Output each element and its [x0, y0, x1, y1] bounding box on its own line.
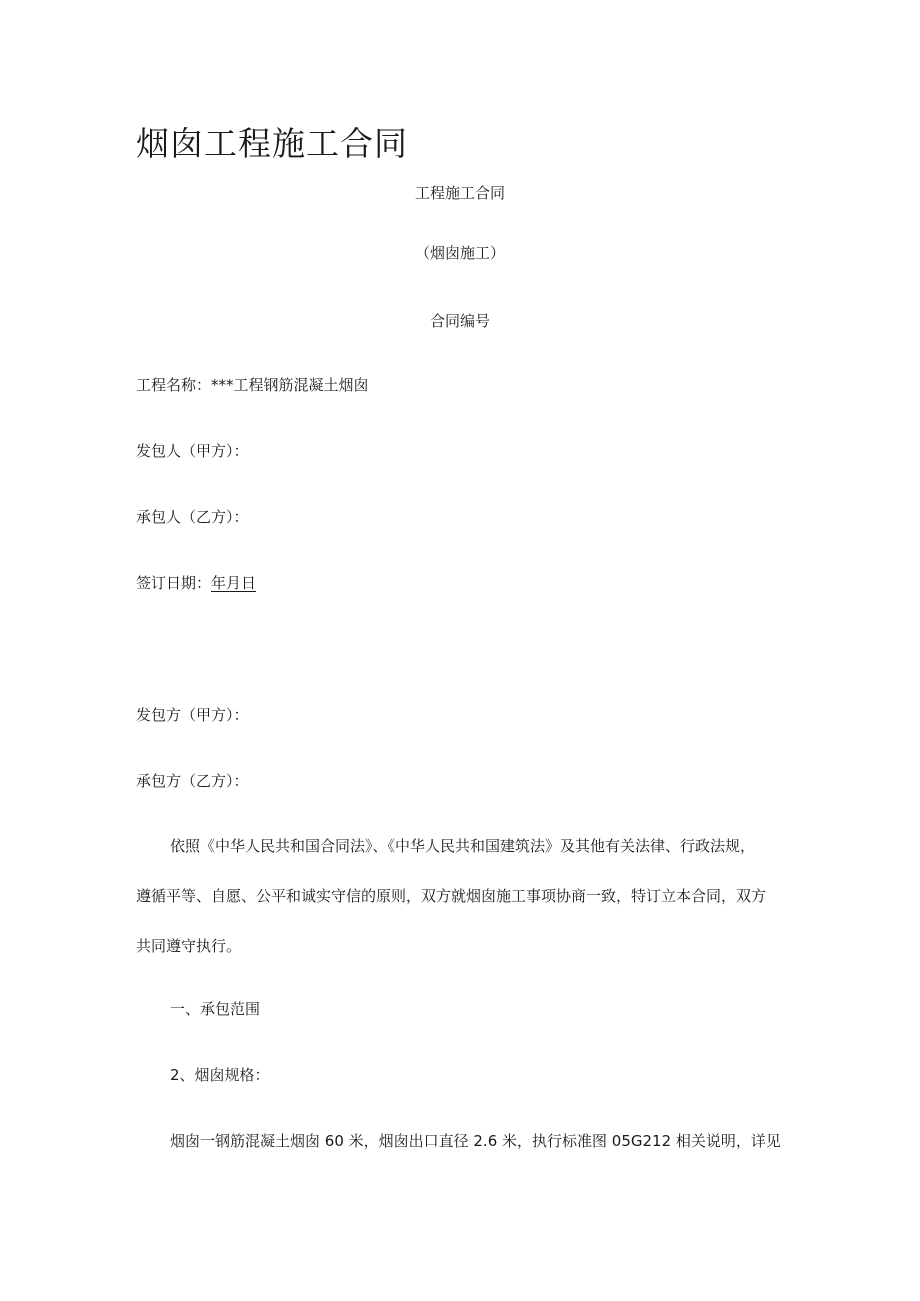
employer-label: 发包人（甲方）：: [136, 442, 249, 460]
party-b-label: 承包方（乙方）：: [136, 772, 249, 790]
section-1-2-text: 烟囱一钢筋混凝土烟囱 60 米，烟囱出口直径 2.6 米，执行标准图 05G212 相关说明，详见: [170, 1132, 781, 1150]
preamble-line-2: 遵循平等、自愿、公平和诚实守信的原则，双方就烟囱施工事项协商一致，特订立本合同，双方: [136, 887, 767, 905]
preamble-line-1: 依照《中华人民共和国合同法》、《中华人民共和国建筑法》及其他有关法律、行政法规，: [170, 837, 756, 855]
party-a-label: 发包方（甲方）：: [136, 706, 249, 724]
document-title: 烟囱工程施工合同: [136, 124, 408, 163]
project-name-row: [136, 375, 369, 395]
sign-date-row: [136, 573, 256, 593]
section-1-2-heading: 2、烟囱规格：: [170, 1066, 270, 1084]
project-name-label: 工程名称：: [136, 376, 212, 394]
cover-subheading: （烟囱施工）: [414, 244, 505, 262]
sign-date-value: 年月日: [211, 574, 257, 592]
section-1-heading: 一、承包范围: [170, 1000, 261, 1018]
contract-number-label: 合同编号: [429, 312, 490, 330]
preamble-line-3: 共同遵守执行。: [136, 937, 242, 955]
project-name-value: ***工程钢筋混凝土烟囱: [211, 376, 369, 394]
cover-heading: 工程施工合同: [414, 184, 505, 202]
sign-date-label: 签订日期：: [136, 574, 212, 592]
contractor-label: 承包人（乙方）：: [136, 508, 249, 526]
